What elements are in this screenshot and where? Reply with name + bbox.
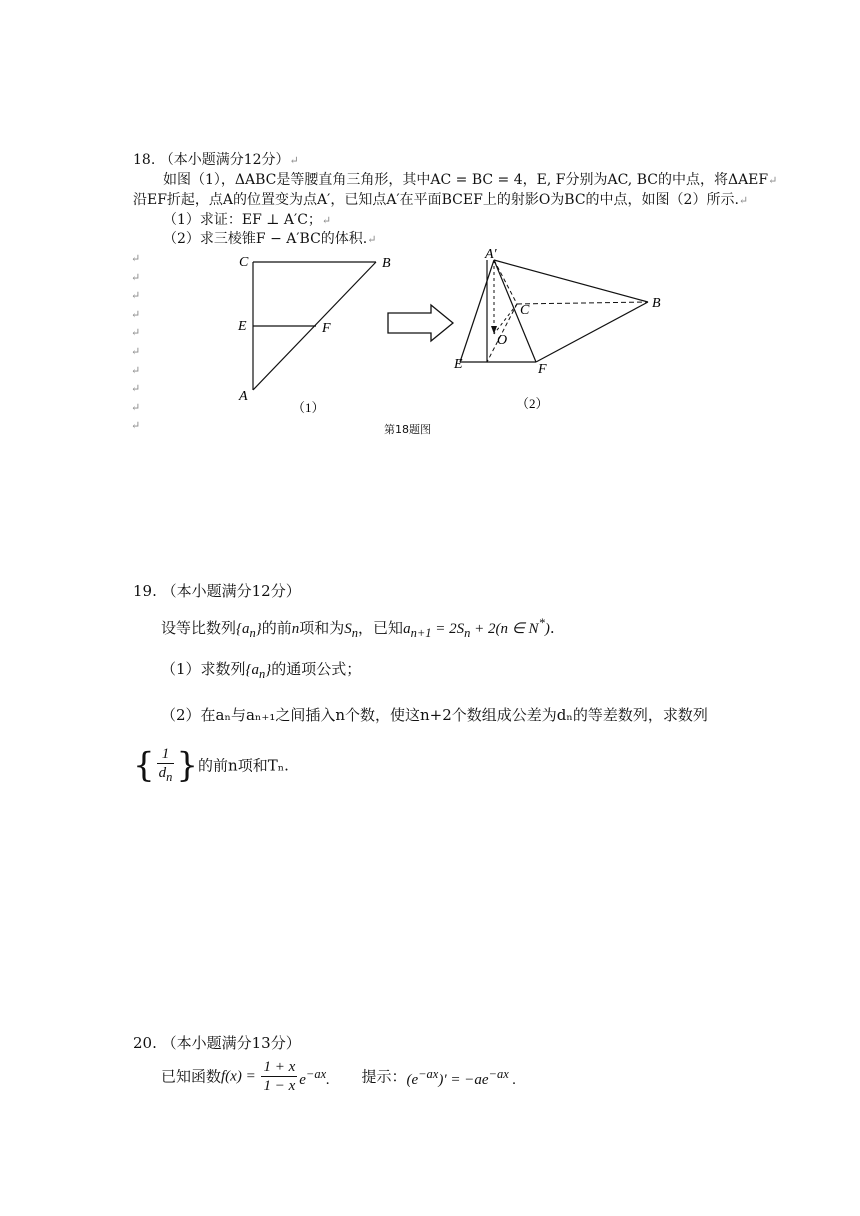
fig1-caption: （1） <box>292 400 325 415</box>
label-a-prime: A′ <box>485 247 497 262</box>
q20-header: 20. （本小题满分13分） <box>133 1034 301 1052</box>
figure-2 <box>450 242 680 418</box>
q18-line2: 沿EF折起，点A的位置变为点A′，已知点A′在平面BCEF上的射影O为BC的中点，如图（2）所示.↵ <box>133 192 749 208</box>
figure-caption: 第18题图 <box>384 423 431 436</box>
q18-sub1: （1）求证：EF ⊥ A′C；↵ <box>163 212 332 228</box>
fraction-1-over-dn: $\frac{1}{d_n}$ <box>158 746 173 784</box>
recurrence-formula: $a_{n+1} = 2S_n + 2(n$ ∈ N*) <box>403 616 550 640</box>
q18-sub2: （2）求三棱锥F − A′BC的体积.↵ <box>163 231 377 247</box>
q18-header: 18. （本小题满分12分）↵ <box>133 152 299 168</box>
label-e: E <box>238 319 247 334</box>
segment-fb <box>536 302 648 362</box>
fig2-caption: （2） <box>516 396 549 411</box>
q20-line1: 已知函数f(x) = $\frac{1 + x}{1 - x}$ $e^{-ax}$. 提示：$(e^{-ax})' = -ae^{-ax}$ . <box>161 1059 517 1094</box>
q19-line1: 设等比数列$\{a_n\}$的前n项和为$S_n$，已知$a_{n+1} = 2S_n + 2(n$ ∈ N*). <box>161 616 555 640</box>
segment-ab <box>494 260 648 302</box>
segment-ae <box>460 260 494 362</box>
label-a: A <box>239 389 248 404</box>
hint-formula: $(e^{-ax})' = -ae^{-ax}$ . <box>406 1066 517 1088</box>
segment-ac <box>494 260 517 304</box>
figure-1 <box>230 248 410 418</box>
seq-an: $\{a_n\}$ <box>236 621 262 640</box>
label-o: O <box>497 333 508 348</box>
segment-cb <box>517 302 648 304</box>
label-c: C <box>239 255 249 270</box>
q19-header: 19. （本小题满分12分） <box>133 582 301 600</box>
q19-sub1: （1）求数列$\{a_n\}$的通项公式； <box>161 660 362 681</box>
label-f: F <box>538 362 547 377</box>
label-b: B <box>382 256 391 271</box>
fraction-1px-over-1mx: $\frac{1 + x}{1 - x}$ <box>263 1059 296 1094</box>
label-f: F <box>322 321 331 336</box>
function-fx: f(x) = <box>221 1068 260 1085</box>
label-e: E <box>454 357 463 372</box>
arrow-icon <box>385 303 457 343</box>
q19-last: { $\frac{1}{d_n}$ }的前n项和Tₙ. <box>133 745 289 786</box>
paragraph-marks: ↵ ↵ ↵ ↵ ↵ ↵ ↵ ↵ ↵ ↵ <box>131 252 141 433</box>
q19-sub2: （2）在aₙ与aₙ₊₁之间插入n个数，使这n+2个数组成公差为dₙ的等差数列，求数列 <box>161 706 708 724</box>
q18-line1: 如图（1），ΔABC是等腰直角三角形，其中AC = BC = 4，E, F分别为AC, BC的中点，将ΔAEF↵ <box>163 172 778 188</box>
label-c: C <box>520 303 530 318</box>
label-b: B <box>652 296 661 311</box>
